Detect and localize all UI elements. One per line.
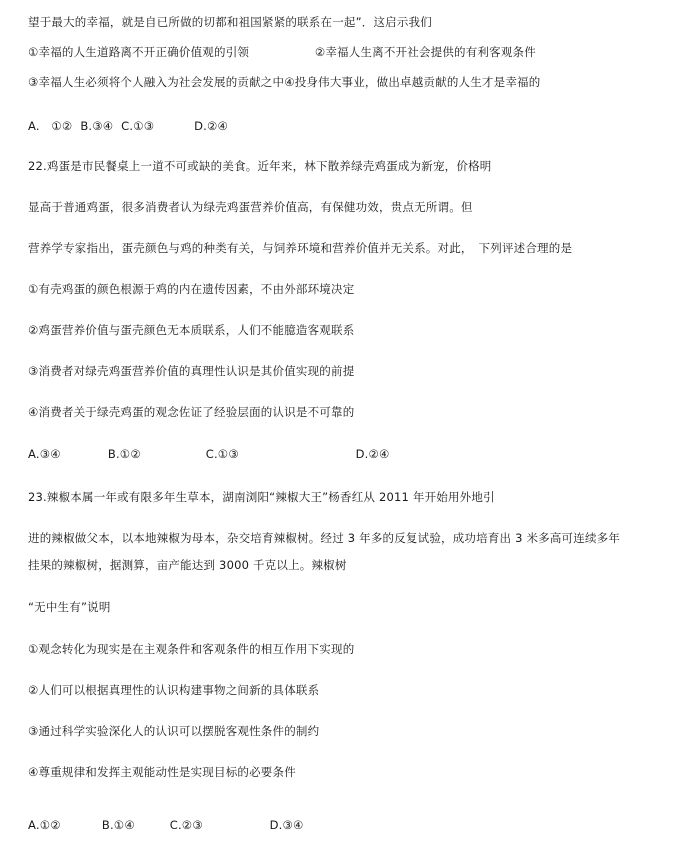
- q22-option-d: D.②④: [355, 447, 390, 461]
- q22-stem-line-1: 22.鸡蛋是市民餐桌上一道不可或缺的美食。近年来，林下散养绿壳鸡蛋成为新宠，价格明: [28, 159, 492, 173]
- q22-option-b: B.①②: [107, 447, 141, 461]
- q23-statement-3: ③通过科学实验深化人的认识可以摆脱客观性条件的制约: [28, 724, 320, 738]
- q23-statement-4: ④尊重规律和发挥主观能动性是实现目标的必要条件: [28, 765, 296, 779]
- q23-statement-2: ②人们可以根据真理性的认识构建事物之间新的具体联系: [28, 683, 320, 697]
- q21-option-a: A. ①②: [28, 119, 73, 133]
- q23-options: [28, 817, 304, 833]
- q23-option-b: B.①④: [101, 818, 135, 832]
- q23-option-c: C.②③: [169, 818, 203, 832]
- q23-statement-1: ①观念转化为现实是在主观条件和客观条件的相互作用下实现的: [28, 642, 355, 656]
- q21-statement-1: ①幸福的人生道路离不开正确价值观的引领: [28, 45, 250, 59]
- q21-statement-2: ②幸福人生离不开社会提供的有利客观条件: [314, 45, 536, 59]
- q21-statements-1-2: [28, 44, 536, 60]
- q22-option-c: C.①③: [205, 447, 239, 461]
- q22-statement-1: ①有壳鸡蛋的颜色根源于鸡的内在遗传因素，不由外部环境决定: [28, 282, 355, 296]
- q22-statement-4: ④消费者关于绿壳鸡蛋的观念佐证了经验层面的认识是不可靠的: [28, 405, 355, 419]
- q23-option-d: D.③④: [269, 818, 304, 832]
- q22-stem-line-2: 显高于普通鸡蛋，很多消费者认为绿壳鸡蛋营养价值高，有保健功效，贵点无所谓。但: [28, 200, 473, 214]
- q22-statement-2: ②鸡蛋营养价值与蛋壳颜色无本质联系，人们不能臆造客观联系: [28, 323, 355, 337]
- q22-option-a: A.③④: [28, 447, 61, 461]
- q21-option-b: B.③④: [80, 119, 114, 133]
- q22-stem-line-3: 营养学专家指出，蛋壳颜色与鸡的种类有关，与饲养环境和营养价值并无关系。对此， 下列评述合理的是: [28, 241, 573, 255]
- q23-stem-line-4: “无中生有”说明: [28, 600, 111, 614]
- q21-intro: 望于最大的幸福，就是自已所做的切都和祖国紧紧的联系在一起”．这启示我们: [28, 15, 432, 29]
- q23-option-a: A.①②: [28, 818, 61, 832]
- q22-statement-3: ③消费者对绿壳鸡蛋营养价值的真理性认识是其价值实现的前提: [28, 364, 355, 378]
- q21-option-c: C.①③: [121, 119, 155, 133]
- q21-options: [28, 118, 228, 134]
- q23-stem-line-1: 23.辣椒本属一年或有限多年生草本，湖南浏阳“辣椒大王”杨香红从 2011 年开始用外地引: [28, 490, 495, 504]
- q23-stem-line-2: 进的辣椒做父本，以本地辣椒为母本，杂交培育辣椒树。经过 3 年多的反复试验，成功培育出 3 米多高可连续多年: [28, 531, 621, 545]
- q22-options: [28, 446, 390, 462]
- q21-statements-3-4: ③幸福人生必须将个人融入为社会发展的贡献之中④投身伟大事业，做出卓越贡献的人生才是幸福的: [28, 75, 541, 89]
- q23-stem-line-3: 挂果的辣椒树，据测算，亩产能达到 3000 千克以上。辣椒树: [28, 558, 347, 572]
- q21-option-d: D.②④: [194, 119, 229, 133]
